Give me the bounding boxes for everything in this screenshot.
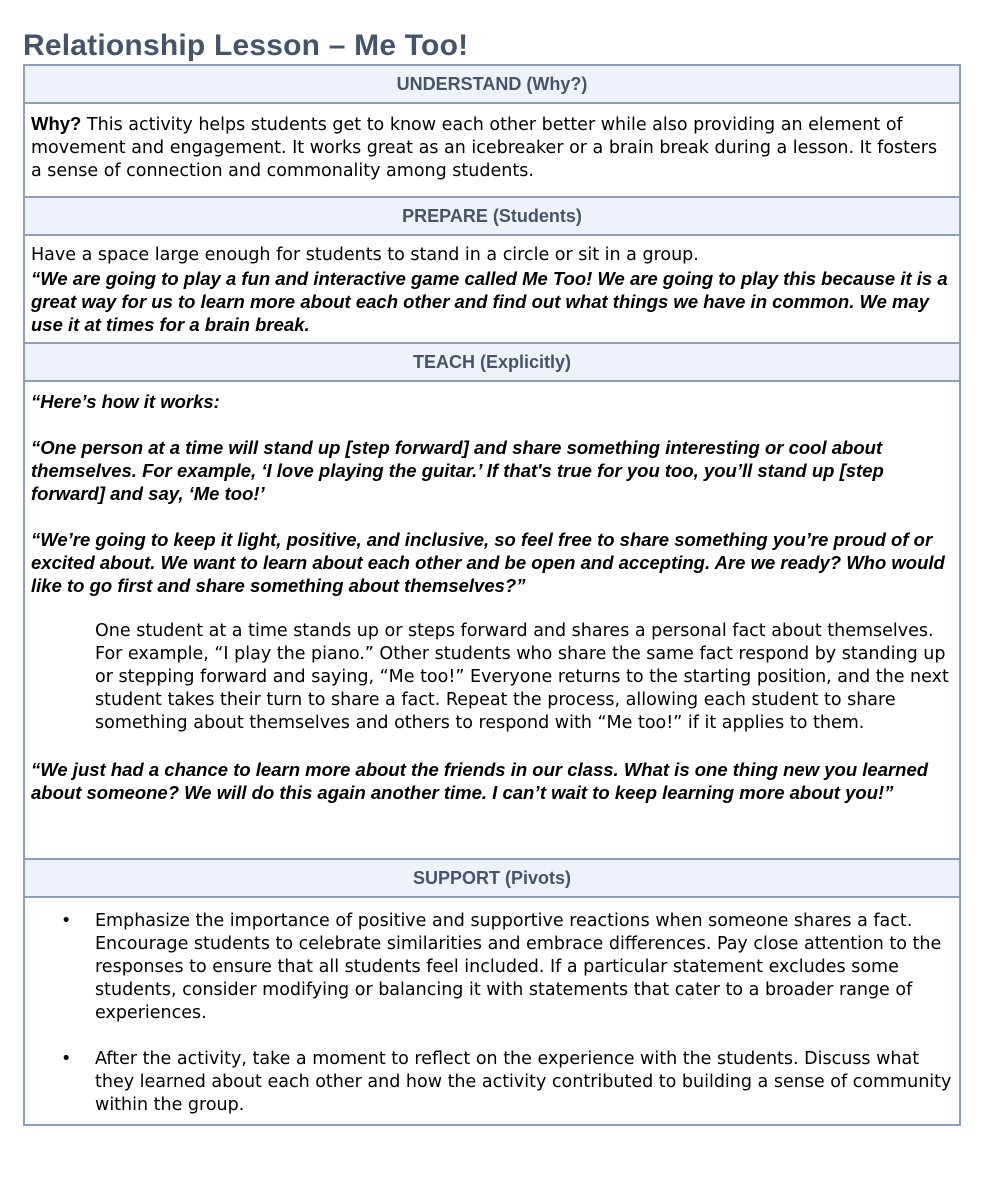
prepare-header: PREPARE (Students) [24,197,960,235]
teach-intro: “Here’s how it works: [31,391,220,412]
understand-body: This activity helps students get to know each other better while also providing an element of movement and engagement. It works great as an icebreaker or a brain break during a lesson. It fosters a sense of connection and commonality among students. [31,115,938,181]
support-item-text: Emphasize the importance of positive and supportive reactions when someone shares a fact. Encourage students to celebrate similarities and embrace differences. Pay close attention to the responses to ensure that all students feel included. If a particular statement excludes some students, consider modifying or balancing it with statements that cater to a broader range of experiences. [95,911,942,1023]
teach-section [24,381,960,859]
teach-header: TEACH (Explicitly) [24,343,960,381]
prepare-body: Have a space large enough for students to stand in a circle or sit in a group. [31,245,699,265]
prepare-section [24,235,960,343]
support-section [24,897,960,1125]
bullet-icon: • [61,911,72,931]
lesson-table [23,64,961,1126]
bullet-icon: • [61,1049,72,1069]
support-header: SUPPORT (Pivots) [24,859,960,897]
teach-script-1: “One person at a time will stand up [step forward] and share something interesting or cool about themselves. For example, ‘I love playing the guitar.’ If that's true for you too, you’ll stand up [step forward] and say, ‘Me too!’ [31,437,884,504]
why-label: Why? [31,113,82,134]
support-item-text: After the activity, take a moment to reflect on the experience with the students. Discuss what they learned about each other and how the activity contributed to building a sense of community within the group. [95,1049,952,1115]
support-list [31,910,953,1117]
list-item [31,1048,953,1117]
teach-script-2: “We’re going to keep it light, positive, and inclusive, so feel free to share something you’re proud of or excited about. We want to learn about each other and be open and accepting. Are we ready? Who would like to go first and share something about themselves?” [31,529,945,596]
teach-directions: One student at a time stands up or steps forward and shares a personal fact about themselves. For example, “I play the piano.” Other students who share the same fact respond by standing up or stepping forward and saying, “Me too!” Everyone returns to the starting position, and the next student takes their turn to share a fact. Repeat the process, allowing each student to share something about themselves and others to respond with “Me too!” if it applies to them. [95,621,949,733]
list-item [31,910,953,1025]
understand-section [24,103,960,197]
page-title: Relationship Lesson – Me Too! [23,29,469,62]
understand-text [31,112,953,183]
understand-header: UNDERSTAND (Why?) [24,65,960,103]
prepare-script: “We are going to play a fun and interactive game called Me Too! We are going to play this because it is a great way for us to learn more about each other and find out what things we have in common. We may use it at times for a brain break. [31,268,948,335]
lesson-page [23,28,961,1126]
teach-closing: “We just had a chance to learn more about the friends in our class. What is one thing new you learned about someone? We will do this again another time. I can’t wait to keep learning more about you!” [31,759,929,803]
